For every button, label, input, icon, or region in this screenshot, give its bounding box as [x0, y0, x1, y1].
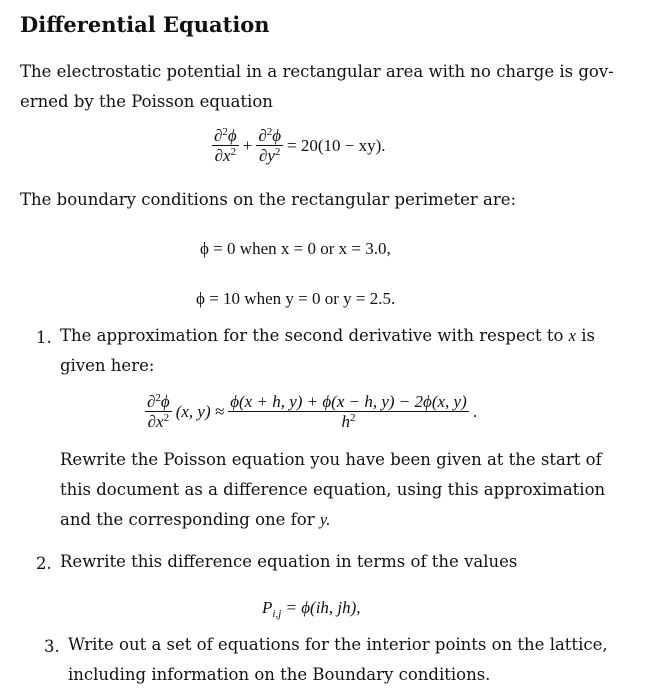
poisson-equation: $\frac{\partial^2\phi}{\partial x^2}$ + $\frac{\partial^2\phi}{\partial y^2}$ = 20(10 − xy). — [214, 126, 386, 165]
item1-rewrite-var: y. — [319, 510, 331, 529]
item1-rewrite-text — [60, 445, 630, 535]
page-title: Differential Equation — [20, 12, 270, 37]
list-item-1 — [60, 321, 620, 381]
item3-line2: including information on the Boundary conditions. — [68, 665, 491, 684]
intro-line-2: erned by the Poisson equation — [20, 92, 273, 111]
approx-rhs-fraction: $\frac{\phi(x + h, y) + \phi(x - h, y) - 2\phi(x, y)}{h^2}$ — [230, 392, 467, 431]
list-item-3 — [68, 630, 638, 690]
poisson-rhs: = 20(10 − xy). — [287, 135, 386, 155]
approx-lhs-args: (x, y) ≈ — [175, 401, 225, 421]
intro-line-1: The electrostatic potential in a rectangular area with no charge is gov- — [20, 62, 614, 81]
intro-paragraph — [20, 57, 620, 117]
approx-lhs-fraction: $\frac{\partial^2\phi}{\partial x^2}$ — [147, 392, 170, 431]
item1-rewrite-line1: Rewrite the Poisson equation you have been given at the start of — [60, 450, 602, 469]
list-item-1-number: 1. — [36, 328, 52, 347]
list-item-3-number: 3. — [44, 637, 60, 656]
d2phi-dx2-fraction: $\frac{\partial^2\phi}{\partial x^2}$ — [214, 126, 237, 165]
approx-denominator: h — [341, 412, 350, 431]
item3-line1: Write out a set of equations for the interior points on the lattice, — [68, 635, 608, 654]
formula-p: P — [262, 598, 273, 617]
approx-numerator: ϕ(x + h, y) + ϕ(x − h, y) − 2ϕ(x, y) — [230, 392, 467, 411]
item1-rewrite-line2: this document as a difference equation, using this approximation — [60, 480, 606, 499]
item1-rewrite-line3: and the corresponding one for — [60, 510, 315, 529]
list-item-2: Rewrite this difference equation in terms of the values — [60, 552, 518, 571]
item1-is: is — [581, 326, 595, 345]
second-derivative-approximation: $\frac{\partial^2\phi}{\partial x^2}$ (x, y) ≈ $\frac{\phi(x + h, y) + \phi(x - h, y) - 2\phi(x, y)}{h^2}$ . — [147, 392, 477, 431]
item1-line1: The approximation for the second derivative with respect to — [60, 326, 564, 345]
d2phi-dy2-fraction: $\frac{\partial^2\phi}{\partial y^2}$ — [258, 126, 282, 165]
item1-line2: given here: — [60, 356, 155, 375]
formula-subscript: i,j — [272, 608, 282, 620]
boundary-condition-1: ϕ = 0 when x = 0 or x = 3.0, — [200, 239, 391, 258]
formula-rhs: = ϕ(ih, jh), — [285, 598, 361, 617]
boundary-intro: The boundary conditions on the rectangular perimeter are: — [20, 190, 517, 209]
item1-var: x — [568, 326, 576, 345]
list-item-2-number: 2. — [36, 554, 52, 573]
lattice-formula — [262, 598, 361, 618]
boundary-condition-2: ϕ = 10 when y = 0 or y = 2.5. — [196, 289, 396, 308]
